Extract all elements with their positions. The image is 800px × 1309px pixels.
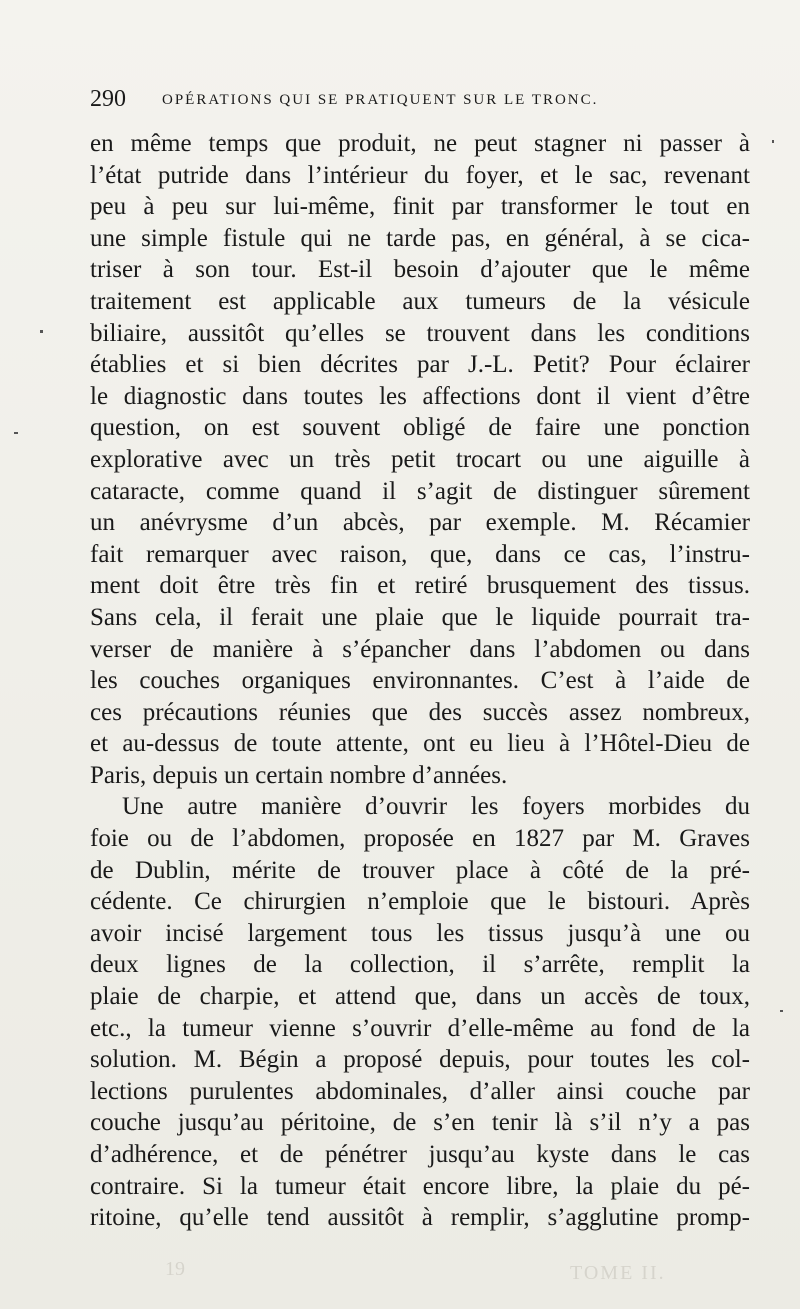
text-line: un anévrysme d’un abcès, par exemple. M. Récamier — [90, 509, 750, 537]
text-line: le diagnostic dans toutes les affections dont il vient d’être — [90, 382, 750, 410]
text-line: les couches organiques environnantes. C’est à l’aide de — [90, 667, 750, 695]
text-line: ces précautions réunies que des succès assez nombreux, — [90, 698, 750, 726]
running-head — [80, 86, 760, 116]
text-line: verser de manière à s’épancher dans l’abdomen ou dans — [90, 635, 750, 663]
text-line: avoir incisé largement tous les tissus jusqu’à une ou — [90, 919, 750, 947]
text-line: d’adhérence, et de pénétrer jusqu’au kyste dans le cas — [90, 1141, 750, 1168]
margin-speck — [772, 140, 774, 143]
text-line: établies et si bien décrites par J.-L. Petit? Pour éclairer — [90, 351, 750, 379]
text-line: couche jusqu’au péritoine, de s’en tenir là s’il n’y a pas — [90, 1109, 750, 1137]
text-line: traitement est applicable aux tumeurs de la vésicule — [90, 287, 750, 315]
text-line: question, on est souvent obligé de faire une ponction — [90, 414, 750, 442]
running-head-title: OPÉRATIONS QUI SE PRATIQUENT SUR LE TRONC. — [162, 92, 599, 108]
text-line: foie ou de l’abdomen, proposée en 1827 par M. Graves — [90, 825, 750, 853]
text-line: triser à son tour. Est-il besoin d’ajouter que le même — [90, 256, 750, 284]
paragraph-start-line: Une autre manière d’ouvrir les foyers morbides du — [122, 793, 750, 821]
text-line: cataracte, comme quand il s’agit de distinguer sûrement — [90, 477, 750, 505]
text-line: et au-dessus de toute attente, ont eu lieu à l’Hôtel-Dieu de — [90, 730, 750, 758]
text-line: contraire. Si la tumeur était encore libre, la plaie du pé- — [90, 1172, 750, 1200]
margin-speck — [14, 432, 18, 434]
text-line: de Dublin, mérite de trouver place à côté de la pré- — [90, 856, 750, 884]
signature-mark: 19 — [165, 1258, 185, 1280]
text-line: peu à peu sur lui-même, finit par transformer le tout en — [90, 193, 750, 221]
text-line: en même temps que produit, ne peut stagner ni passer à — [90, 130, 750, 157]
text-line: ritoine, qu’elle tend aussitôt à remplir, s’agglutine promp- — [90, 1204, 750, 1232]
show-through-footer: TOME II. — [570, 1262, 666, 1284]
page-number: 290 — [90, 86, 126, 112]
text-line: Sans cela, il ferait une plaie que le liquide pourrait tra- — [90, 603, 750, 631]
margin-speck — [40, 330, 43, 333]
text-line: une simple fistule qui ne tarde pas, en général, à se cica- — [90, 224, 750, 252]
margin-speck — [780, 1010, 783, 1012]
text-line: cédente. Ce chirurgien n’emploie que le bistouri. Après — [90, 888, 750, 916]
text-line: etc., la tumeur vienne s’ouvrir d’elle-même au fond de la — [90, 1014, 750, 1042]
body-text — [90, 128, 750, 1234]
text-line: biliaire, aussitôt qu’elles se trouvent dans les conditions — [90, 319, 750, 347]
text-line: ment doit être très fin et retiré brusquement des tissus. — [90, 572, 750, 600]
text-line: lections purulentes abdominales, d’aller ainsi couche par — [90, 1077, 750, 1105]
paragraph-end-line: Paris, depuis un certain nombre d’années. — [90, 761, 508, 789]
text-line: plaie de charpie, et attend que, dans un accès de toux, — [90, 983, 750, 1011]
text-line: deux lignes de la collection, il s’arrête, remplit la — [90, 951, 750, 979]
text-line: l’état putride dans l’intérieur du foyer, et le sac, revenant — [90, 161, 750, 189]
text-line: explorative avec un très petit trocart ou une aiguille à — [90, 445, 750, 473]
text-line: fait remarquer avec raison, que, dans ce cas, l’instru- — [90, 540, 750, 568]
text-line: solution. M. Bégin a proposé depuis, pour toutes les col- — [90, 1046, 750, 1074]
